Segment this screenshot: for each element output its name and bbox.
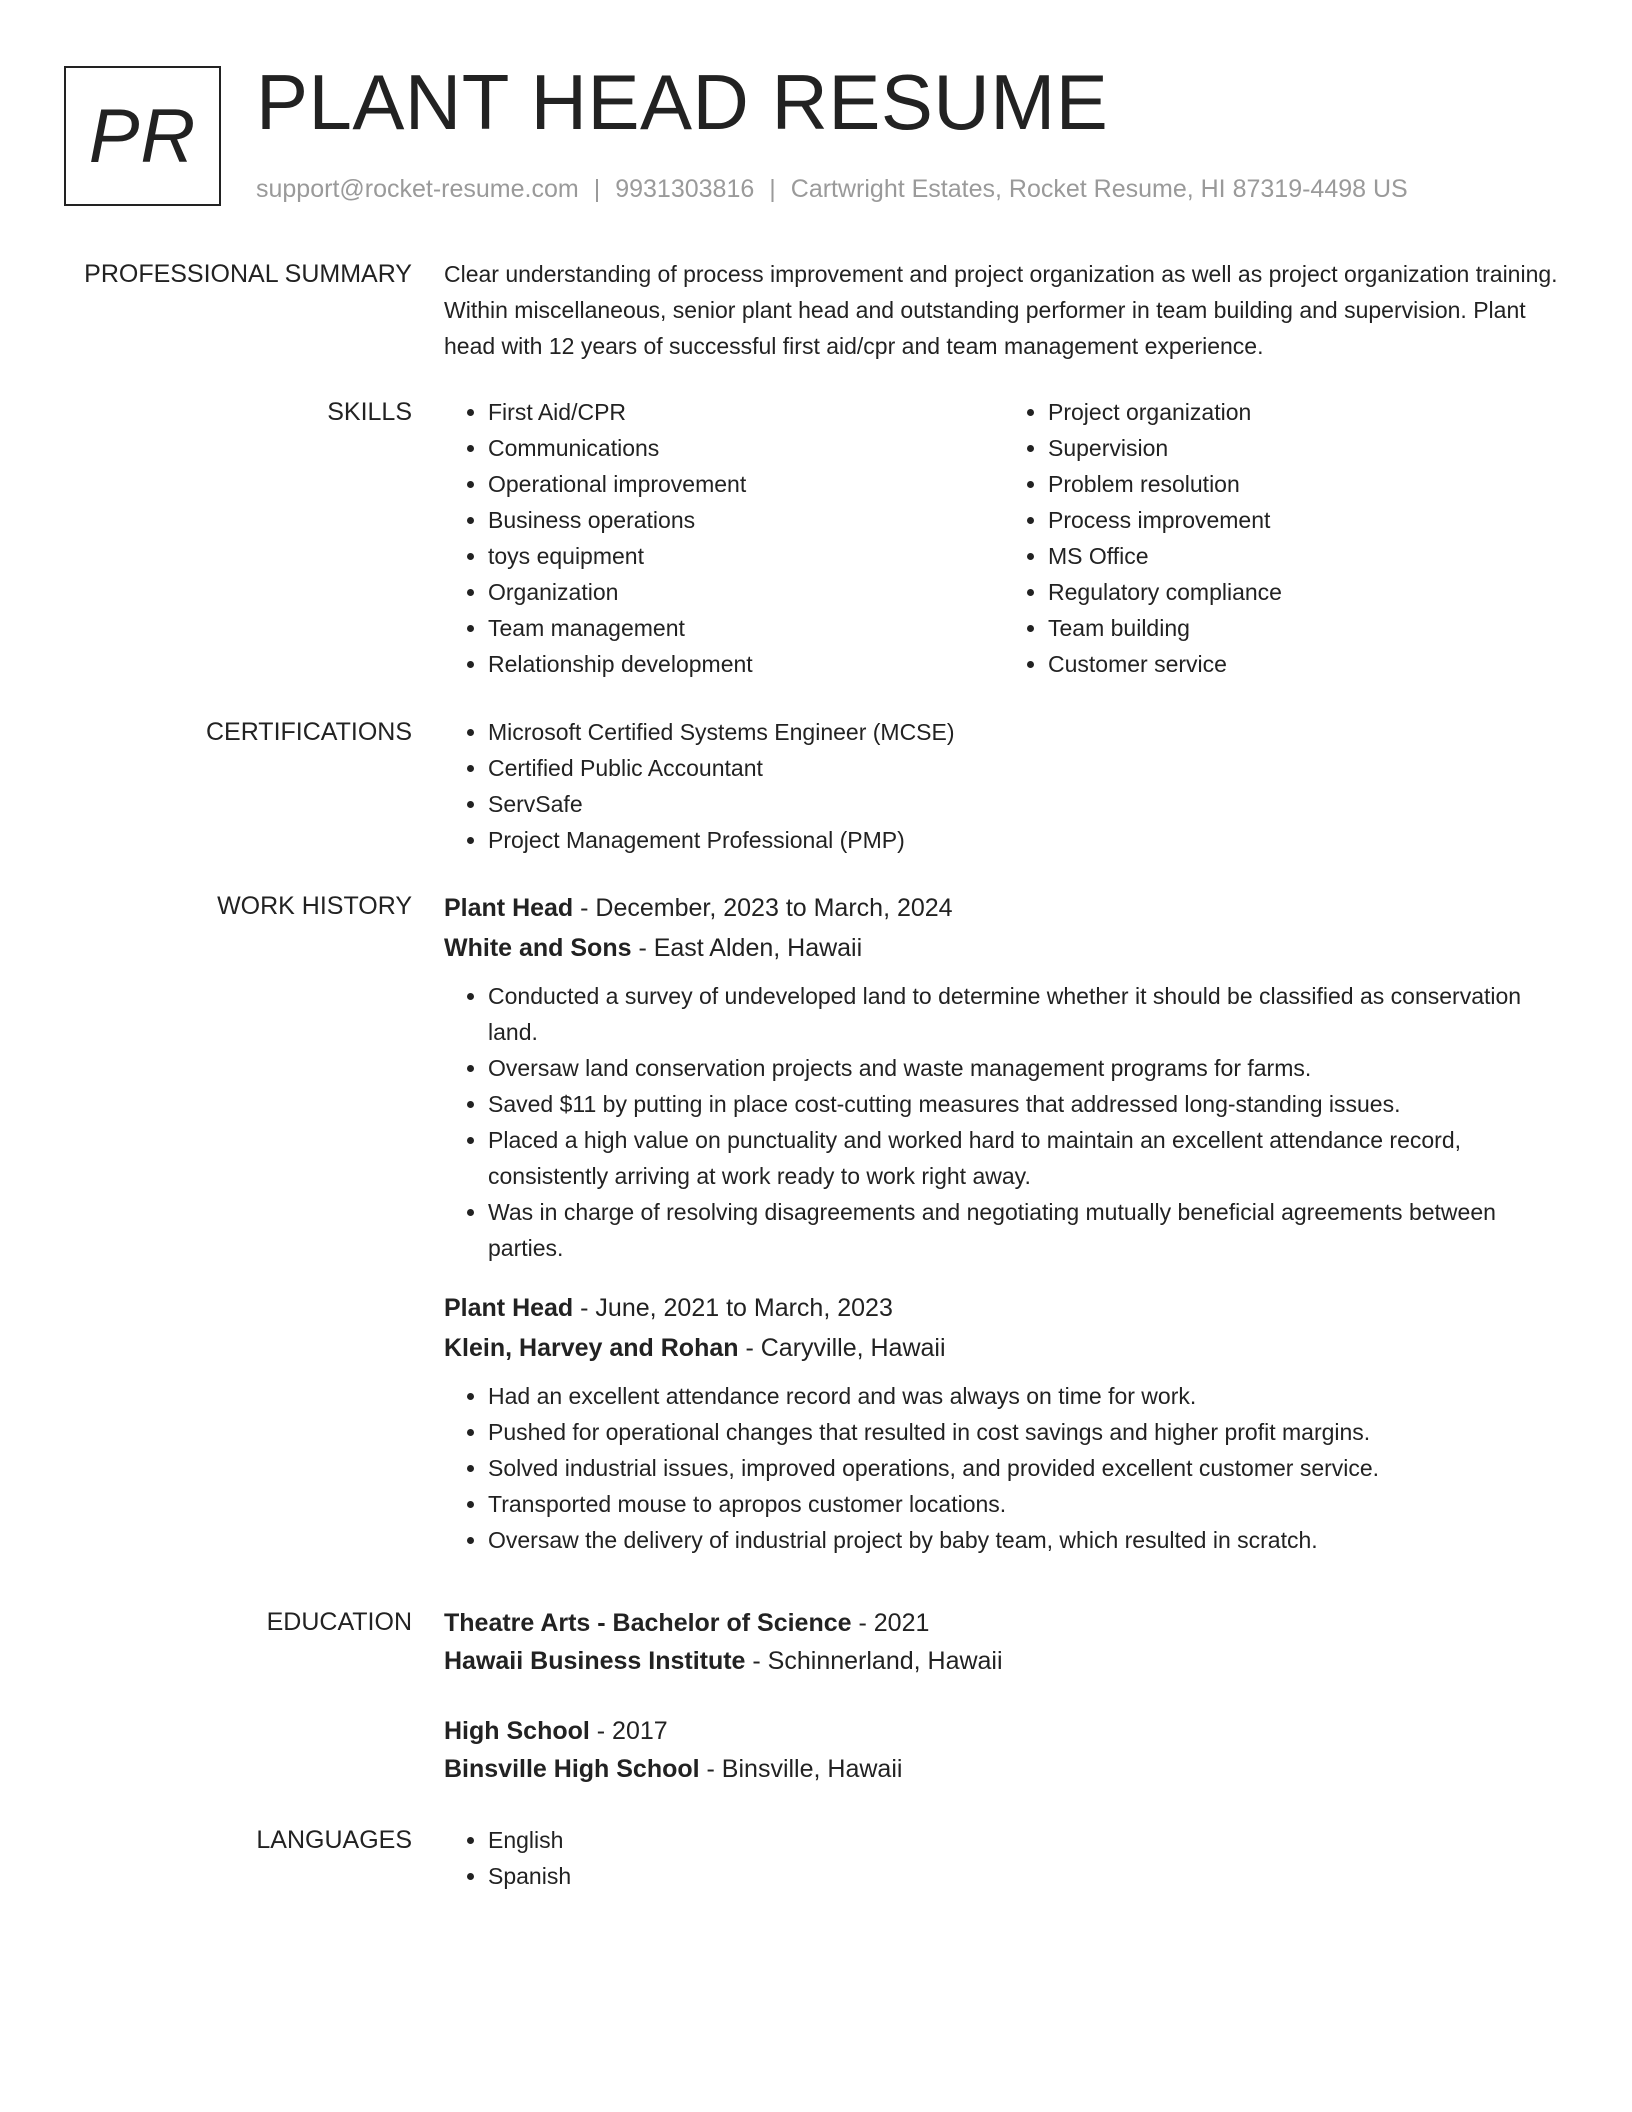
summary-text: Clear understanding of process improvement and project organization as well as project organization training. Within miscellaneous, senior plant head and outstanding performer in team building and supervision. Plant head with 12 years of successful first aid/cpr and team management experience. — [444, 261, 1558, 359]
job-title-line — [444, 888, 1564, 928]
monogram-initials: PR — [88, 93, 197, 179]
language-item: • English — [488, 1822, 1564, 1858]
job-duty: • Oversaw land conservation projects and waste management programs for farms. — [488, 1050, 1564, 1086]
section-label-summary: PROFESSIONAL SUMMARY — [84, 260, 412, 288]
education-body — [444, 1604, 1564, 1788]
job-duty: • Was in charge of resolving disagreements and negotiating mutually beneficial agreements between parties. — [488, 1194, 1564, 1266]
job-location: - East Alden, Hawaii — [631, 934, 863, 962]
certification-item: • Certified Public Accountant — [488, 750, 1564, 786]
skill-item: • First Aid/CPR — [488, 394, 1004, 430]
job-duty: • Oversaw the delivery of industrial project by baby team, which resulted in scratch. — [488, 1522, 1564, 1558]
education-school: Binsville High School — [444, 1755, 700, 1783]
contact-email: support@rocket-resume.com — [256, 175, 579, 203]
skill-item: • Organization — [488, 574, 1004, 610]
job-location: - Caryville, Hawaii — [738, 1334, 946, 1362]
job-duty: • Conducted a survey of undeveloped land to determine whether it should be classified as conservation land. — [488, 978, 1564, 1050]
section-label-certifications: CERTIFICATIONS — [205, 718, 412, 746]
job-company: White and Sons — [444, 934, 632, 962]
skill-item: • Process improvement — [1048, 502, 1564, 538]
skill-item: • Communications — [488, 430, 1004, 466]
job-duties-list — [444, 1378, 1564, 1558]
skill-item: • Problem resolution — [1048, 466, 1564, 502]
skill-item: • Team building — [1048, 610, 1564, 646]
skill-item: • toys equipment — [488, 538, 1004, 574]
contact-address: Cartwright Estates, Rocket Resume, HI 87319-4498 US — [790, 175, 1408, 203]
work-history-body — [444, 888, 1564, 1558]
section-label-languages: LANGUAGES — [256, 1826, 412, 1854]
contact-phone: 9931303816 — [615, 175, 755, 203]
education-school: Hawaii Business Institute — [444, 1647, 746, 1675]
skill-item: • Team management — [488, 610, 1004, 646]
contact-line — [256, 172, 1408, 206]
job-duty: • Had an excellent attendance record and was always on time for work. — [488, 1378, 1564, 1414]
education-year: - 2017 — [589, 1717, 668, 1745]
certification-item: • Microsoft Certified Systems Engineer (MCSE) — [488, 714, 1564, 750]
job-company: Klein, Harvey and Rohan — [444, 1334, 739, 1362]
job-entry — [444, 888, 1564, 1266]
job-dates: - June, 2021 to March, 2023 — [573, 1294, 893, 1322]
skill-item: • Regulatory compliance — [1048, 574, 1564, 610]
certifications-list — [444, 714, 1564, 858]
summary-body — [444, 256, 1564, 364]
education-degree: Theatre Arts - Bachelor of Science — [444, 1609, 852, 1637]
skills-list-right — [1004, 394, 1564, 682]
monogram-box — [64, 66, 221, 206]
skill-item: • Operational improvement — [488, 466, 1004, 502]
education-year: - 2021 — [851, 1609, 930, 1637]
skill-item: • Customer service — [1048, 646, 1564, 682]
education-degree-line — [444, 1604, 1564, 1642]
certification-item: • ServSafe — [488, 786, 1564, 822]
section-label-skills: SKILLS — [327, 398, 412, 426]
job-duty: • Transported mouse to apropos customer locations. — [488, 1486, 1564, 1522]
certification-item: • Project Management Professional (PMP) — [488, 822, 1564, 858]
languages-list — [444, 1822, 1564, 1894]
skill-item: • MS Office — [1048, 538, 1564, 574]
education-entry — [444, 1712, 1564, 1788]
certifications-body — [444, 714, 1564, 858]
skills-body — [444, 394, 1564, 682]
skill-item: • Project organization — [1048, 394, 1564, 430]
education-school-line — [444, 1750, 1564, 1788]
job-duty: • Placed a high value on punctuality and worked hard to maintain an excellent attendance record, consistently arriving at work ready to work right away. — [488, 1122, 1564, 1194]
education-location: - Binsville, Hawaii — [699, 1755, 903, 1783]
resume-title: PLANT HEAD RESUME — [256, 58, 1109, 146]
contact-separator: | — [769, 175, 776, 203]
job-duty: • Solved industrial issues, improved operations, and provided excellent customer service. — [488, 1450, 1564, 1486]
job-title: Plant Head — [444, 894, 574, 922]
education-degree: High School — [444, 1717, 590, 1745]
job-company-line — [444, 1328, 1564, 1368]
job-company-line — [444, 928, 1564, 968]
job-title: Plant Head — [444, 1294, 574, 1322]
section-label-work-history: WORK HISTORY — [217, 892, 412, 920]
contact-separator: | — [593, 175, 601, 203]
skill-item: • Relationship development — [488, 646, 1004, 682]
skill-item: • Supervision — [1048, 430, 1564, 466]
education-degree-line — [444, 1712, 1564, 1750]
skills-grid — [444, 394, 1564, 682]
job-duty: • Saved $11 by putting in place cost-cutting measures that addressed long-standing issues. — [488, 1086, 1564, 1122]
job-entry — [444, 1288, 1564, 1558]
education-entry — [444, 1604, 1564, 1680]
education-location: - Schinnerland, Hawaii — [745, 1647, 1003, 1675]
job-duty: • Pushed for operational changes that resulted in cost savings and higher profit margins. — [488, 1414, 1564, 1450]
education-school-line — [444, 1642, 1564, 1680]
job-dates: - December, 2023 to March, 2024 — [573, 894, 953, 922]
language-item: • Spanish — [488, 1858, 1564, 1894]
section-label-education: EDUCATION — [266, 1608, 412, 1636]
job-title-line — [444, 1288, 1564, 1328]
job-duties-list — [444, 978, 1564, 1266]
languages-body — [444, 1822, 1564, 1894]
skill-item: • Business operations — [488, 502, 1004, 538]
skills-list-left — [444, 394, 1004, 682]
